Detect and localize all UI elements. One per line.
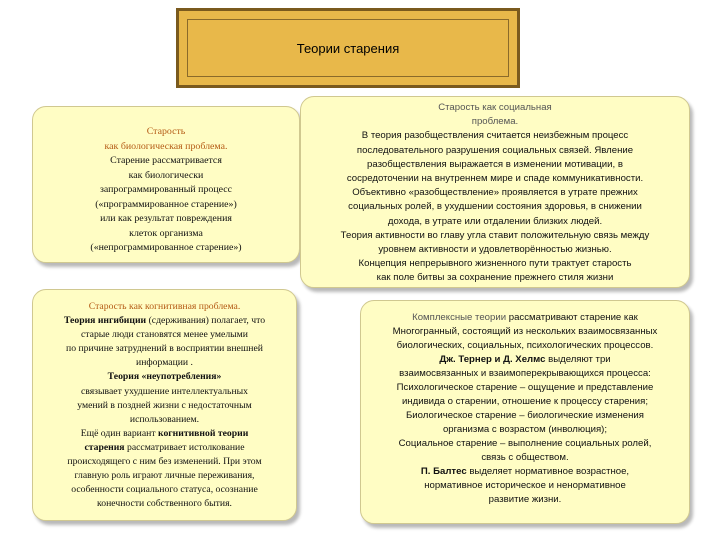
disuse-term: Теория «неупотребления»	[107, 371, 222, 383]
biological-heading-2: как биологическая проблема.	[104, 140, 228, 152]
page-title: Теории старения	[296, 40, 400, 56]
biological-text-line: («непрограммированное старение»)	[90, 242, 242, 253]
social-text-line: Концепция непрерывного жизненного пути трактует старость	[358, 258, 632, 270]
complex-text-line: индивида о старении, отношение к процессу старения;	[401, 396, 649, 407]
cognitive-heading: Старость как когнитивная проблема.	[88, 301, 241, 312]
social-text-line: Теория активности во главу угла ставит положительную связь между	[340, 229, 650, 241]
inhibition-term: Теория ингибиции	[63, 315, 147, 327]
social-heading-1: Старость как социальная	[438, 102, 552, 113]
authors1: Дж. Тернер и Д. Хелмс	[439, 354, 546, 365]
biological-text-line: запрограммированный процесс	[99, 184, 233, 195]
biological-text-line: клеток организма	[129, 227, 203, 239]
social-text-line: В теория разобществления считается неизбежным процесс	[361, 130, 629, 142]
social-text-line: дохода, в утрате или отдалении близких людей.	[387, 215, 603, 227]
cognitive-text-line: происходящего с ним без изменений. При этом	[67, 456, 262, 468]
social-heading-2: проблема.	[471, 116, 519, 128]
complex-text-line: нормативное историческое и ненормативное	[424, 480, 626, 491]
authors2-line	[367, 465, 683, 479]
social-text-line: Объективно «разобществление» проявляется в утрате прежних	[352, 187, 638, 199]
authors1-rest: выделяют три	[545, 354, 611, 365]
complex-text-line: организма с возрастом (инволюция);	[442, 424, 608, 435]
another-line	[39, 427, 290, 441]
complex-text-line: Социальное старение – выполнение социальных ролей,	[398, 438, 652, 449]
social-text-line: как поле битвы за сохранение прежнего стиля жизни	[376, 272, 614, 284]
inhibition-rest: (сдерживания) полагает, что	[146, 315, 266, 327]
authors2-rest: выделяет нормативное возрастное,	[466, 466, 630, 477]
complex-theory-card	[360, 300, 690, 524]
social-text-line: социальных ролей, в ухудшении состояния здоровья, в снижении	[348, 201, 642, 213]
complex-text-line: Многогранный, состоящий из нескольких взаимосвязанных	[392, 326, 658, 337]
cognitive-text-line: главную роль играют личные переживания,	[74, 470, 255, 482]
complex-text-b	[367, 367, 683, 465]
complex-text-line: развитие жизни.	[488, 494, 562, 505]
cognitive-text-a	[39, 328, 290, 370]
cognitive-text-line: использованием.	[129, 413, 200, 425]
authors2: П. Балтес	[420, 466, 467, 477]
biological-text-line: как биологически	[128, 169, 204, 181]
social-text-line: сосредоточении на внутреннем мире и спаде коммуникативности.	[346, 173, 644, 185]
complex-text-line: биологических, социальных, психологических процессов.	[396, 340, 654, 351]
biological-text-line: Старение рассматривается	[110, 155, 222, 166]
cognitive-text-line: умений в поздней жизни с недостаточным	[77, 399, 252, 411]
biological-heading-1: Старость	[146, 126, 186, 137]
inhibition-line	[39, 314, 290, 328]
cognitive-text-line: информации .	[136, 357, 193, 369]
complex-term: Комплексные теории	[412, 312, 507, 323]
aging-rest: рассматривает истолкование	[124, 441, 245, 453]
complex-text-line: Психологическое старение – ощущение и представление	[396, 382, 654, 393]
cognitive-text-line: конечности собственного бытия.	[97, 498, 232, 510]
authors1-line	[367, 353, 683, 367]
cognitive-text-line: связывает ухудшение интеллектуальных	[80, 385, 248, 397]
social-theory-card	[300, 96, 690, 288]
biological-body	[41, 154, 291, 256]
another-prefix: Ещё один вариант	[80, 427, 158, 439]
complex-intro-line	[367, 311, 683, 325]
biological-text-line: («программированное старение»)	[95, 198, 237, 210]
biological-text-line: или как результат повреждения	[100, 213, 232, 224]
complex-text-line: связь с обществом.	[481, 452, 569, 463]
social-body	[309, 129, 681, 285]
aging-term: старения	[84, 441, 125, 453]
biological-theory-card	[32, 106, 300, 263]
title-box	[176, 8, 520, 88]
cognitive-text-line: по причине затруднений в восприятии внешней	[66, 343, 263, 355]
complex-text-line: Биологическое старение – биологические изменения	[406, 410, 644, 421]
complex-text-a	[367, 325, 683, 353]
cognitive-theory-card	[32, 289, 297, 521]
cognitive-text-b	[39, 385, 290, 427]
social-text-line: последовательного разрушения социальных связей. Явление	[356, 144, 634, 156]
social-text-line: разобществления выражается в изменении мотивации, в	[367, 158, 623, 170]
complex-text-c	[367, 479, 683, 507]
complex-text-line: взаимосвязанных и взаимоперекрывающихся процесса:	[399, 368, 651, 379]
social-text-line: уровнем активности и удовлетворённостью жизнью.	[378, 244, 612, 256]
aging-line	[39, 441, 290, 455]
another-term: когнитивной теории	[157, 427, 249, 439]
cognitive-text-line: старые люди становятся менее умелыми	[81, 329, 248, 341]
cognitive-text-line: особенности социального статуса, осознание	[71, 484, 258, 496]
cognitive-text-c	[39, 455, 290, 511]
complex-term-rest: рассматривают старение как	[506, 312, 638, 323]
